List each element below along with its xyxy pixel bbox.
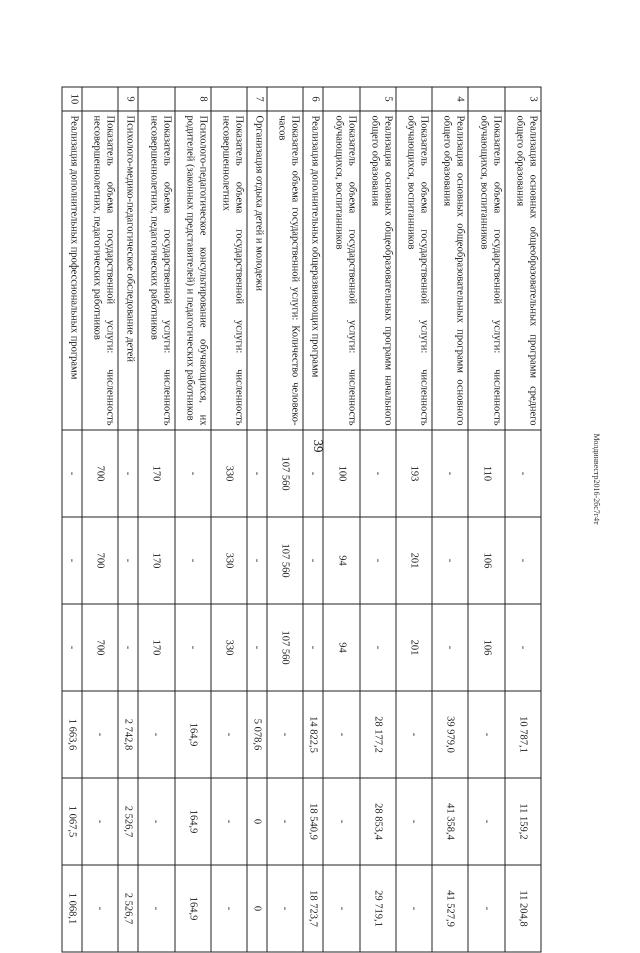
value-cell: 193 xyxy=(396,430,432,517)
value-cell: 107 560 xyxy=(267,517,303,604)
row-number xyxy=(468,87,504,111)
row-description: Реализация дополнительных общеразвивающих программ xyxy=(303,111,323,430)
row-description: Психолого-медико-педагогическое обследование детей xyxy=(118,111,138,430)
row-description: Реализация основных общеобразовательных программ среднего общего образования xyxy=(505,111,541,430)
value-cell: - xyxy=(468,691,504,778)
value-cell: - xyxy=(267,778,303,865)
value-cell: 41 527,9 xyxy=(432,865,468,952)
value-cell: - xyxy=(323,691,359,778)
value-cell: - xyxy=(247,430,267,517)
value-cell: 170 xyxy=(138,604,174,691)
value-cell: - xyxy=(138,865,174,952)
value-cell: - xyxy=(62,517,82,604)
value-cell: 106 xyxy=(468,517,504,604)
value-cell: 41 358,4 xyxy=(432,778,468,865)
value-cell: 2 526,7 xyxy=(118,778,138,865)
table-row xyxy=(247,87,267,952)
budget-table xyxy=(62,87,542,953)
value-cell: 29 719,1 xyxy=(360,865,396,952)
value-cell: 28 853,4 xyxy=(360,778,396,865)
value-cell: 106 xyxy=(468,604,504,691)
row-description: Показатель объема государственной услуги: Количество человеко-часов xyxy=(267,111,303,430)
value-cell: 39 979,0 xyxy=(432,691,468,778)
value-cell: 1 068,1 xyxy=(62,865,82,952)
value-cell: - xyxy=(175,430,211,517)
table-row xyxy=(323,87,359,952)
row-number xyxy=(211,87,247,111)
value-cell: - xyxy=(468,778,504,865)
value-cell: - xyxy=(323,865,359,952)
value-cell: 94 xyxy=(323,517,359,604)
value-cell: 100 xyxy=(323,430,359,517)
value-cell: 28 177,2 xyxy=(360,691,396,778)
value-cell: - xyxy=(211,778,247,865)
row-description: Показатель объема государственной услуги: численность несовершеннолетних, педагогических работников xyxy=(138,111,174,430)
value-cell: - xyxy=(118,430,138,517)
value-cell: - xyxy=(505,604,541,691)
value-cell: 201 xyxy=(396,604,432,691)
row-description: Реализация основных общеобразовательных программ основного общего образования xyxy=(432,111,468,430)
row-number: 10 xyxy=(62,87,82,111)
table-row xyxy=(432,87,468,952)
table-row xyxy=(267,87,303,952)
value-cell: - xyxy=(396,865,432,952)
row-description: Показатель объема государственной услуги: численность обучающихся, воспитанников xyxy=(323,111,359,430)
value-cell: 164,9 xyxy=(175,778,211,865)
budget-table-container xyxy=(62,87,542,952)
table-row xyxy=(505,87,541,952)
value-cell: - xyxy=(303,517,323,604)
value-cell: 1 067,5 xyxy=(62,778,82,865)
value-cell: 330 xyxy=(211,517,247,604)
value-cell: 94 xyxy=(323,604,359,691)
value-cell: - xyxy=(505,430,541,517)
row-description: Показатель объема государственной услуги: численность несовершеннолетних, педагогических работников xyxy=(82,111,118,430)
row-number: 7 xyxy=(247,87,267,111)
value-cell: - xyxy=(175,517,211,604)
value-cell: - xyxy=(396,691,432,778)
row-number: 8 xyxy=(175,87,211,111)
row-description: Показатель объема государственной услуги: численность обучающихся, воспитанников xyxy=(468,111,504,430)
value-cell: 170 xyxy=(138,430,174,517)
table-row xyxy=(82,87,118,952)
value-cell: 1 663,6 xyxy=(62,691,82,778)
table-row xyxy=(62,87,82,952)
value-cell: - xyxy=(396,778,432,865)
row-number xyxy=(138,87,174,111)
value-cell: - xyxy=(138,691,174,778)
row-description: Организация отдыха детей и молодежи xyxy=(247,111,267,430)
value-cell: 110 xyxy=(468,430,504,517)
value-cell: - xyxy=(118,604,138,691)
value-cell: 18 723,7 xyxy=(303,865,323,952)
value-cell: - xyxy=(211,691,247,778)
row-number: 5 xyxy=(360,87,396,111)
value-cell: 700 xyxy=(82,604,118,691)
value-cell: - xyxy=(303,430,323,517)
value-cell: - xyxy=(360,430,396,517)
value-cell: 170 xyxy=(138,517,174,604)
value-cell: - xyxy=(360,604,396,691)
value-cell: - xyxy=(432,430,468,517)
value-cell: 330 xyxy=(211,604,247,691)
row-number xyxy=(323,87,359,111)
value-cell: - xyxy=(118,517,138,604)
row-number: 4 xyxy=(432,87,468,111)
row-description: Показатель объема государственной услуги: численность обучающихся, воспитанников xyxy=(396,111,432,430)
value-cell: - xyxy=(267,865,303,952)
value-cell: 11 159,2 xyxy=(505,778,541,865)
value-cell: 11 204,8 xyxy=(505,865,541,952)
value-cell: - xyxy=(62,430,82,517)
table-row xyxy=(360,87,396,952)
value-cell: 164,9 xyxy=(175,691,211,778)
value-cell: - xyxy=(211,865,247,952)
table-row xyxy=(211,87,247,952)
value-cell: - xyxy=(323,778,359,865)
value-cell: - xyxy=(82,778,118,865)
value-cell: 330 xyxy=(211,430,247,517)
value-cell: - xyxy=(303,604,323,691)
value-cell: 14 822,5 xyxy=(303,691,323,778)
value-cell: 18 540,9 xyxy=(303,778,323,865)
value-cell: - xyxy=(505,517,541,604)
value-cell: 201 xyxy=(396,517,432,604)
value-cell: 164,9 xyxy=(175,865,211,952)
value-cell: - xyxy=(432,517,468,604)
value-cell: - xyxy=(82,865,118,952)
value-cell: 107 560 xyxy=(267,430,303,517)
value-cell: 107 560 xyxy=(267,604,303,691)
value-cell: 5 078,6 xyxy=(247,691,267,778)
value-cell: - xyxy=(175,604,211,691)
table-row xyxy=(138,87,174,952)
value-cell: - xyxy=(82,691,118,778)
table-row xyxy=(175,87,211,952)
value-cell: 700 xyxy=(82,430,118,517)
row-number: 6 xyxy=(303,87,323,111)
row-number: 9 xyxy=(118,87,138,111)
table-row xyxy=(468,87,504,952)
table-row xyxy=(396,87,432,952)
value-cell: - xyxy=(247,517,267,604)
row-description: Реализация основных общеобразовательных программ начального общего образования xyxy=(360,111,396,430)
row-number: 3 xyxy=(505,87,541,111)
row-number xyxy=(396,87,432,111)
value-cell: - xyxy=(247,604,267,691)
row-number xyxy=(267,87,303,111)
value-cell: 0 xyxy=(247,778,267,865)
value-cell: 0 xyxy=(247,865,267,952)
value-cell: - xyxy=(360,517,396,604)
value-cell: 2 526,7 xyxy=(118,865,138,952)
side-stamp: Молдинвестр2016-2бс7г4т xyxy=(592,433,601,525)
value-cell: - xyxy=(62,604,82,691)
value-cell: 2 742,8 xyxy=(118,691,138,778)
table-row xyxy=(118,87,138,952)
row-description: Показатель объема государственной услуги: численность несовершеннолетних xyxy=(211,111,247,430)
value-cell: 10 787,1 xyxy=(505,691,541,778)
row-number xyxy=(82,87,118,111)
value-cell: - xyxy=(138,778,174,865)
value-cell: - xyxy=(267,691,303,778)
row-description: Реализация дополнительных профессиональных программ xyxy=(62,111,82,430)
row-description: Психолого-педагогическое консультирование обучающихся, их родителей (законных представителей) и педагогических работников xyxy=(175,111,211,430)
value-cell: 700 xyxy=(82,517,118,604)
page-number: 39 xyxy=(311,439,326,453)
value-cell: - xyxy=(432,604,468,691)
value-cell: - xyxy=(468,865,504,952)
table-row xyxy=(303,87,323,952)
